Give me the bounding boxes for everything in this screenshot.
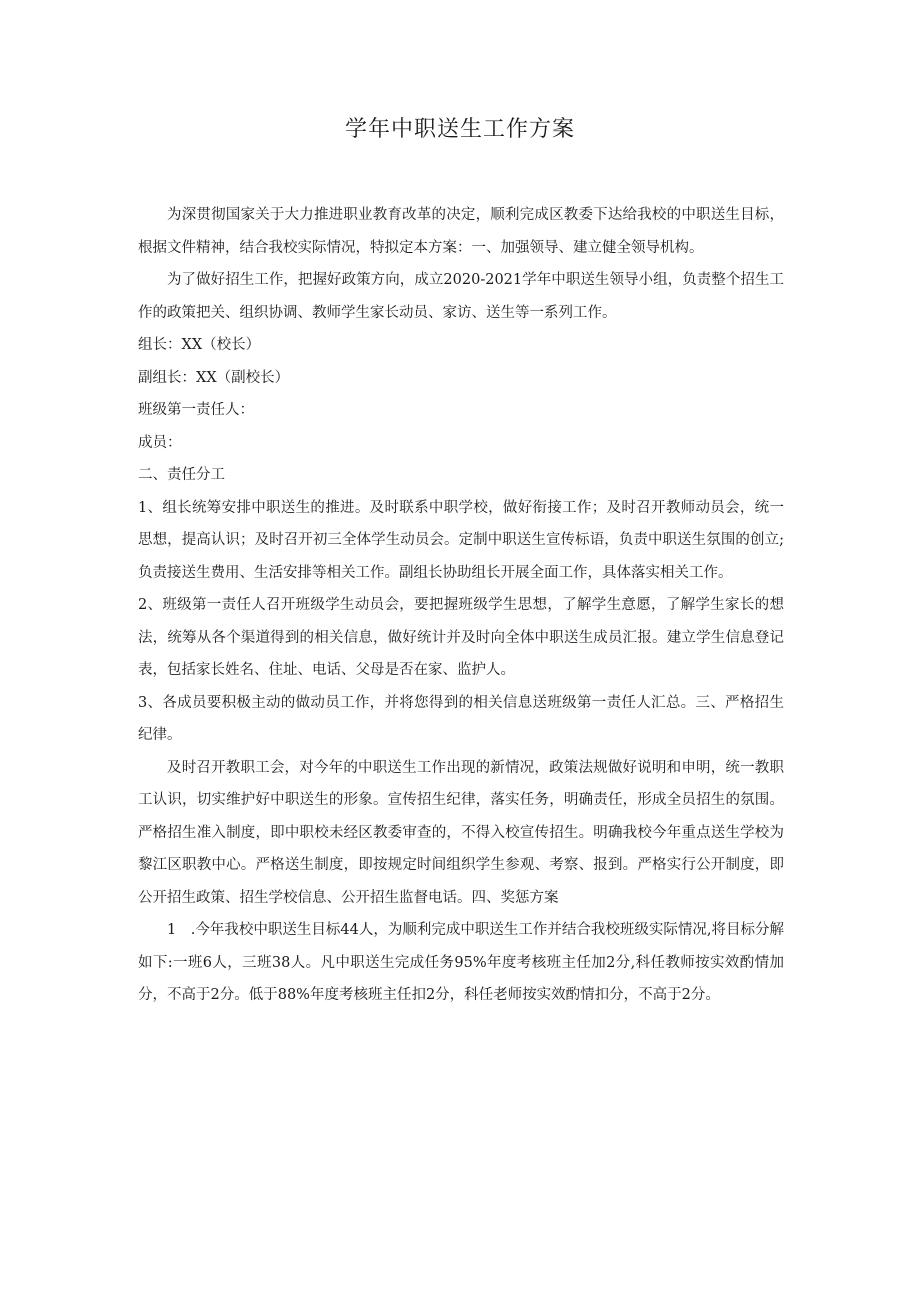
paragraph: 副组长：XX（副校长） <box>138 369 290 386</box>
paragraph: 组长：XX（校长） <box>138 337 261 353</box>
paragraph: 1 .今年我校中职送生目标44人，为顺利完成中职送生工作并结合我校班级实际情况,将目标分解如下:一班6人，三班38人。凡中职送生完成任务95%年度考核班主任加2分,科任教师按实效酌情加分，不高于2分。低于88%年度考核班主任扣2分，科任老师按实效酌情扣分，不高于2分。 <box>138 922 784 1003</box>
paragraph: 1、组长统筹安排中职送生的推进。及时联系中职学校，做好衔接工作；及时召开教师动员会，统一思想，提高认识；及时召开初三全体学生动员会。定制中职送生宣传标语，负责中职送生氛围的创立;负责接送生费用、生活安排等相关工作。副组长协助组长开展全面工作，具体落实相关工作。 <box>138 499 784 581</box>
paragraph: 及时召开教职工会，对今年的中职送生工作出现的新情况，政策法规做好说明和申明，统一教职工认识，切实维护好中职送生的形象。宣传招生纪律，落实任务，明确责任，形成全员招生的氛围。严格招生准入制度，即中职校未经区教委审查的，不得入校宣传招生。明确我校今年重点送生学校为黎江区职教中心。严格送生制度，即按规定时间组织学生参观、考察、报到。严格实行公开制度，即公开招生政策、招生学校信息、公开招生监督电话。四、奖惩方案 <box>138 759 784 906</box>
paragraph: 为深贯彻国家关于大力推进职业教育改革的决定，顺利完成区教委下达给我校的中职送生目标，根据文件精神，结合我校实际情况，特拟定本方案：一、加强领导、建立健全领导机构。 <box>138 207 784 256</box>
paragraph: 为了做好招生工作，把握好政策方向，成立2020-2021学年中职送生领导小组，负责整个招生工作的政策把关、组织协调、教师学生家长动员、家访、送生等一系列工作。 <box>138 272 784 321</box>
paragraph: 2、班级第一责任人召开班级学生动员会，要把握班级学生思想，了解学生意愿，了解学生家长的想法，统筹从各个渠道得到的相关信息，做好统计并及时向全体中职送生成员汇报。建立学生信息登记表，包括家长姓名、住址、电话、父母是否在家、监护人。 <box>138 597 784 678</box>
document-title: 学年中职送生工作方案 <box>344 117 575 142</box>
paragraph: 班级第一责任人： <box>138 402 254 418</box>
paragraph: 二、责任分工 <box>138 467 225 483</box>
paragraph: 3、各成员要积极主动的做动员工作，并将您得到的相关信息送班级第一责任人汇总。三、严格招生纪律。 <box>138 694 784 743</box>
document-body <box>138 199 784 1012</box>
paragraph: 成员： <box>138 434 182 451</box>
